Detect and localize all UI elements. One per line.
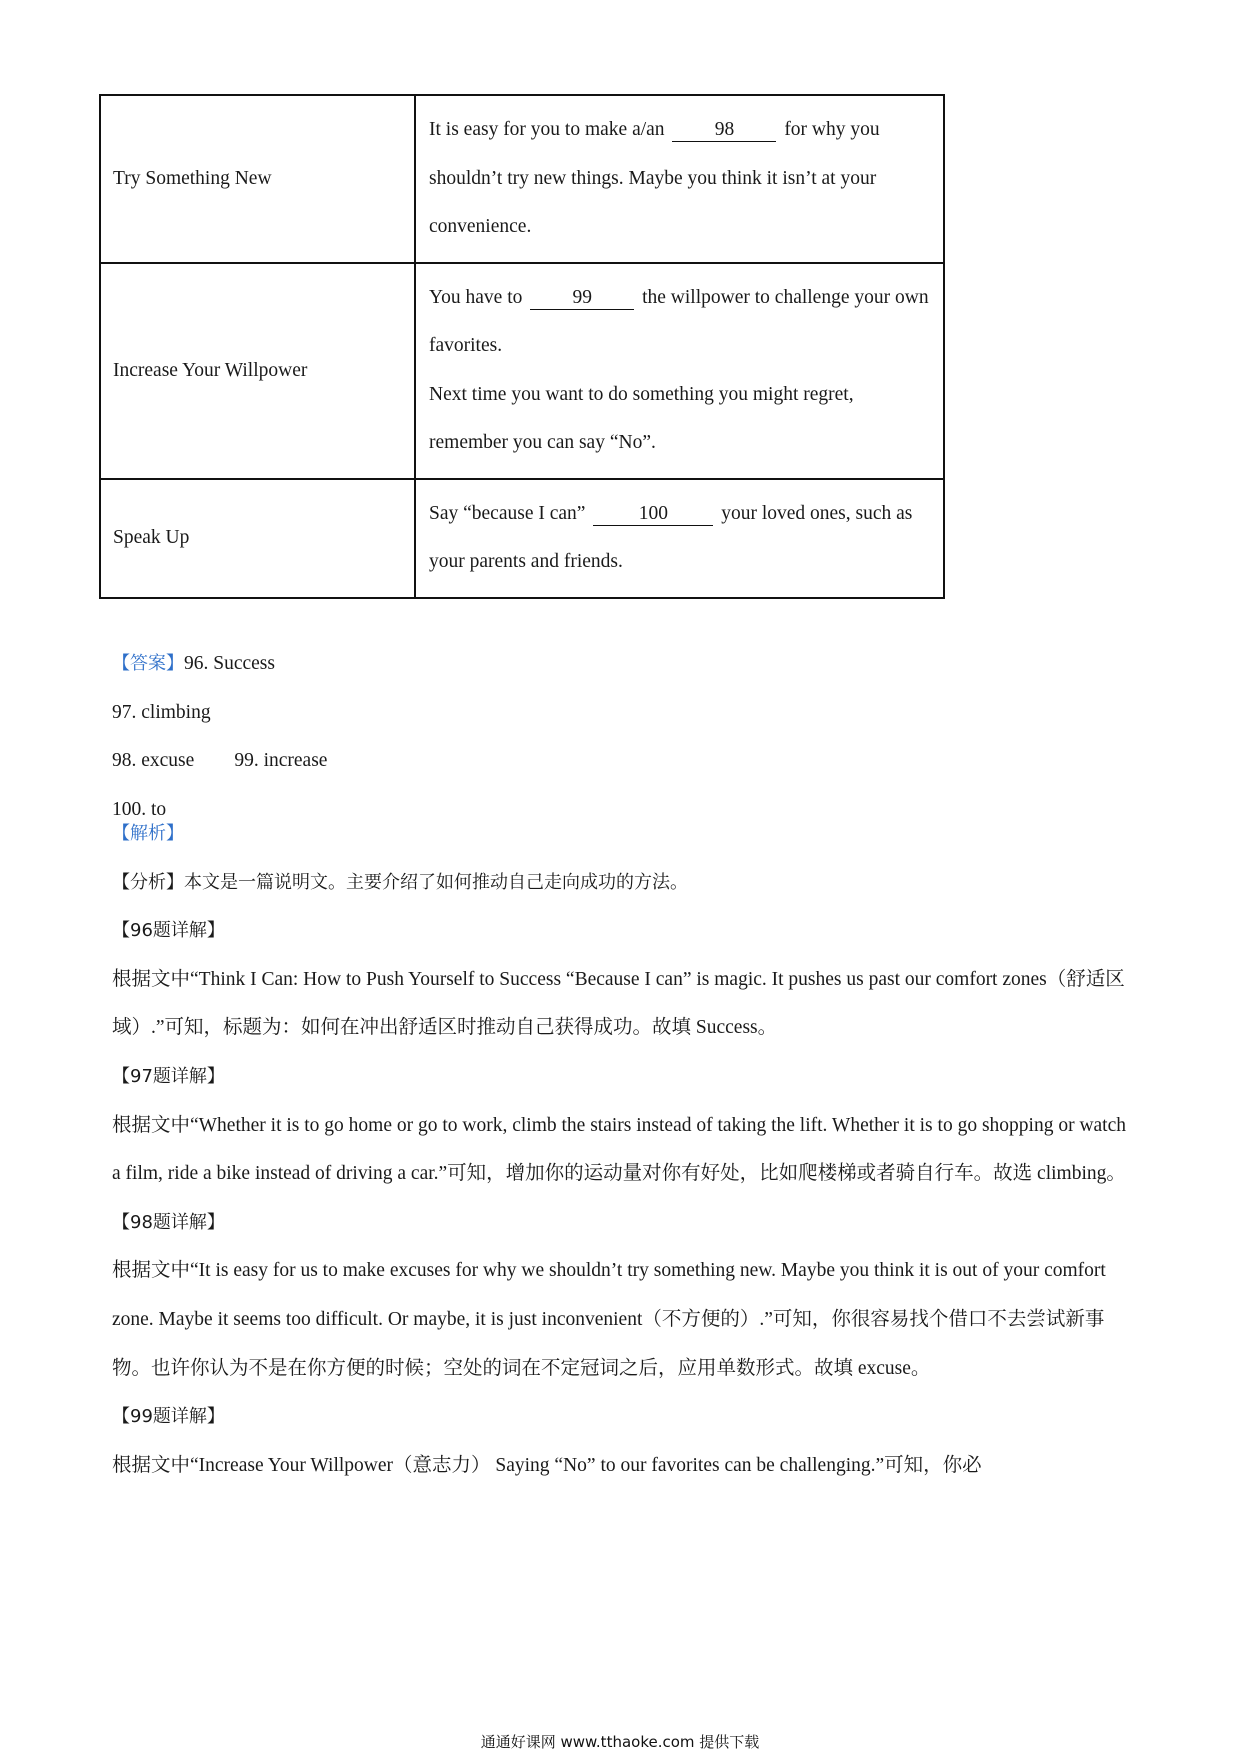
row-text: Next time you want to do something you might regret, remember you can say “No”. [429, 383, 854, 453]
answer-item: 99. increase [234, 750, 328, 772]
q99-title: 【99题详解】 [112, 1406, 225, 1428]
table-row [100, 479, 944, 598]
row-text: You have to [429, 286, 523, 308]
blank-98: 98 [672, 119, 776, 142]
answer-item: 98. excuse [112, 750, 195, 772]
row-text: shouldn’t try new things. Maybe you think it isn’t at your convenience. [429, 167, 877, 237]
row-text: own favorites. [429, 286, 929, 356]
blank-99: 99 [530, 287, 634, 310]
row-text: the willpower to challenge your [642, 286, 891, 308]
answer-section [112, 640, 327, 834]
row-heading: Speak Up [100, 479, 415, 598]
blank-100: 100 [593, 503, 713, 526]
q96-title: 【96题详解】 [112, 920, 225, 942]
q97-text: 根据文中“Whether it is to go home or go to work, climb the stairs instead of taking the lift. Whether it is to go shopping or watch a film, ride a bike instead of driving a car.”可知，增加你的运动量对你有好处，比如爬楼梯或者骑自行车。故选 climbing。 [112, 1114, 1127, 1185]
row-heading: Try Something New [100, 95, 415, 263]
row-content [415, 479, 944, 598]
table-row [100, 95, 944, 263]
row-text: as your parents and friends. [429, 502, 913, 572]
summary-text: 本文是一篇说明文。主要介绍了如何推动自己走向成功的方法。 [184, 871, 688, 893]
q98-title: 【98题详解】 [112, 1211, 225, 1233]
answer-item: 96. Success [184, 653, 275, 674]
answer-item: 97. climbing [112, 701, 211, 723]
row-content [415, 95, 944, 263]
row-text: your loved ones, such [721, 502, 892, 524]
q99-text: 根据文中“Increase Your Willpower（意志力） Saying “No” to our favorites can be challenging.”可知，你必 [112, 1454, 982, 1476]
row-heading: Increase Your Willpower [100, 263, 415, 479]
q96-text: 根据文中“Think I Can: How to Push Yourself to Success “Because I can” is magic. It pushes us past our comfort zones（舒适区域）.”可知，标题为：如何在冲出舒适区时推动自己获得成功。故填 Success。 [112, 968, 1125, 1039]
summary-label: 【分析】 [112, 871, 184, 893]
q97-title: 【97题详解】 [112, 1065, 225, 1087]
page-footer: 通通好课网 www.tthaoke.com 提供下载 [480, 1733, 760, 1751]
answer-table [99, 94, 945, 599]
table-row [100, 263, 944, 479]
row-content [415, 263, 944, 479]
analysis-label: 【解析】 [112, 823, 184, 844]
row-text: for why you [784, 119, 880, 140]
analysis-section [112, 810, 1128, 1490]
row-text: It is easy for you to make a/an [429, 119, 665, 140]
answer-label: 【答案】 [112, 653, 184, 674]
answer-item: 100. to [112, 798, 167, 820]
row-text: Say “because I can” [429, 502, 586, 524]
q98-text: 根据文中“It is easy for us to make excuses for why we shouldn’t try something new. Maybe you think it is out of your comfort zone. Maybe it seems too difficult. Or maybe, it is just inconvenient（不方便的）.”可知，你很容易找个借口不去尝试新事物。也许你认为不是在你方便的时候；空处的词在不定冠词之后，应用单数形式。故填 excuse。 [112, 1260, 1106, 1379]
